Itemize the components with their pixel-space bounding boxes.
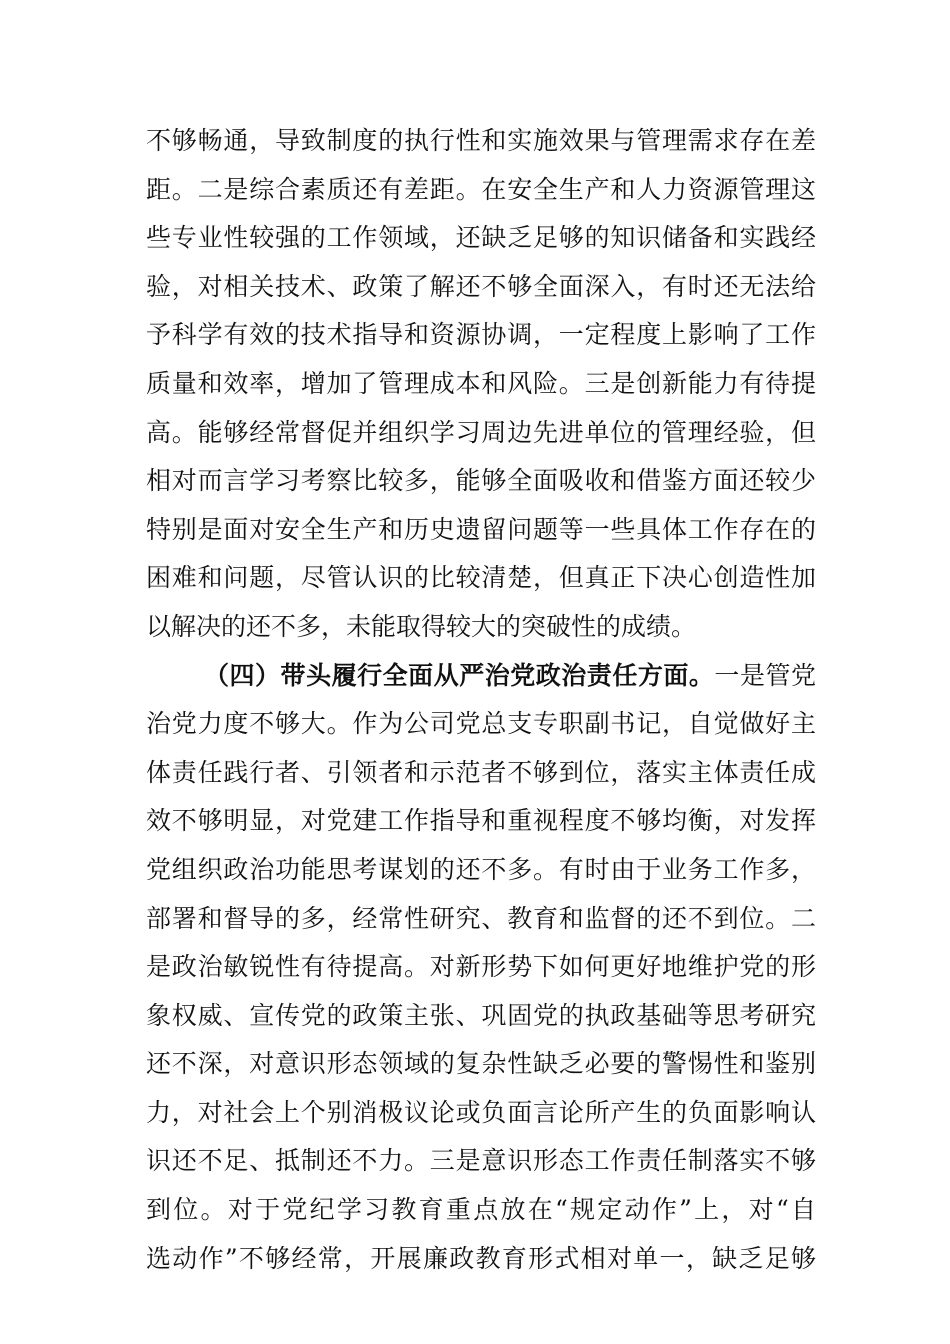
text-line: 力，对社会上个别消极议论或负面言论所产生的负面影响认 bbox=[146, 1097, 816, 1127]
section-heading: （四）带头履行全面从严治党政治责任方面。 bbox=[204, 660, 715, 690]
text-line: 质量和效率，增加了管理成本和风险。三是创新能力有待提 bbox=[146, 368, 816, 398]
text-line: 是政治敏锐性有待提高。对新形势下如何更好地维护党的形 bbox=[146, 952, 816, 982]
text-line: 象权威、宣传党的政策主张、巩固党的执政基础等思考研究 bbox=[146, 1000, 816, 1030]
section-heading-line bbox=[146, 652, 816, 701]
text-line: 效不够明显，对党建工作指导和重视程度不够均衡，对发挥 bbox=[146, 806, 816, 836]
text-line: 部署和督导的多，经常性研究、教育和监督的还不到位。二 bbox=[146, 903, 816, 933]
text-line: 以解决的还不多，未能取得较大的突破性的成绩。 bbox=[146, 611, 697, 641]
text-line: 党组织政治功能思考谋划的还不多。有时由于业务工作多， bbox=[146, 854, 816, 884]
text-line: 特别是面对安全生产和历史遗留问题等一些具体工作存在的 bbox=[146, 514, 816, 544]
text-line: 距。二是综合素质还有差距。在安全生产和人力资源管理这 bbox=[146, 174, 816, 204]
text-line: 些专业性较强的工作领域，还缺乏足够的知识储备和实践经 bbox=[146, 223, 816, 253]
text-line: 困难和问题，尽管认识的比较清楚，但真正下决心创造性加 bbox=[146, 563, 816, 593]
text-line: 到位。对于党纪学习教育重点放在“规定动作”上，对“自 bbox=[146, 1195, 816, 1225]
document-body bbox=[146, 117, 816, 1283]
text-line: 识还不足、抵制还不力。三是意识形态工作责任制落实不够 bbox=[146, 1146, 816, 1176]
text-line: 还不深，对意识形态领域的复杂性缺乏必要的警惕性和鉴别 bbox=[146, 1049, 816, 1079]
text-line: 高。能够经常督促并组织学习周边先进单位的管理经验，但 bbox=[146, 417, 816, 447]
text-line: 不够畅通，导致制度的执行性和实施效果与管理需求存在差 bbox=[146, 126, 816, 155]
text-line: 予科学有效的技术指导和资源协调，一定程度上影响了工作 bbox=[146, 320, 816, 350]
text-line: 相对而言学习考察比较多，能够全面吸收和借鉴方面还较少 bbox=[146, 466, 816, 496]
text-line: 治党力度不够大。作为公司党总支专职副书记，自觉做好主 bbox=[146, 709, 816, 739]
text-line: 选动作”不够经常，开展廉政教育形式相对单一，缺乏足够 bbox=[146, 1243, 816, 1273]
text-line: 验，对相关技术、政策了解还不够全面深入，有时还无法给 bbox=[146, 271, 816, 301]
text-line: 体责任践行者、引领者和示范者不够到位，落实主体责任成 bbox=[146, 757, 816, 787]
text-line-rest: 一是管党 bbox=[714, 660, 816, 690]
